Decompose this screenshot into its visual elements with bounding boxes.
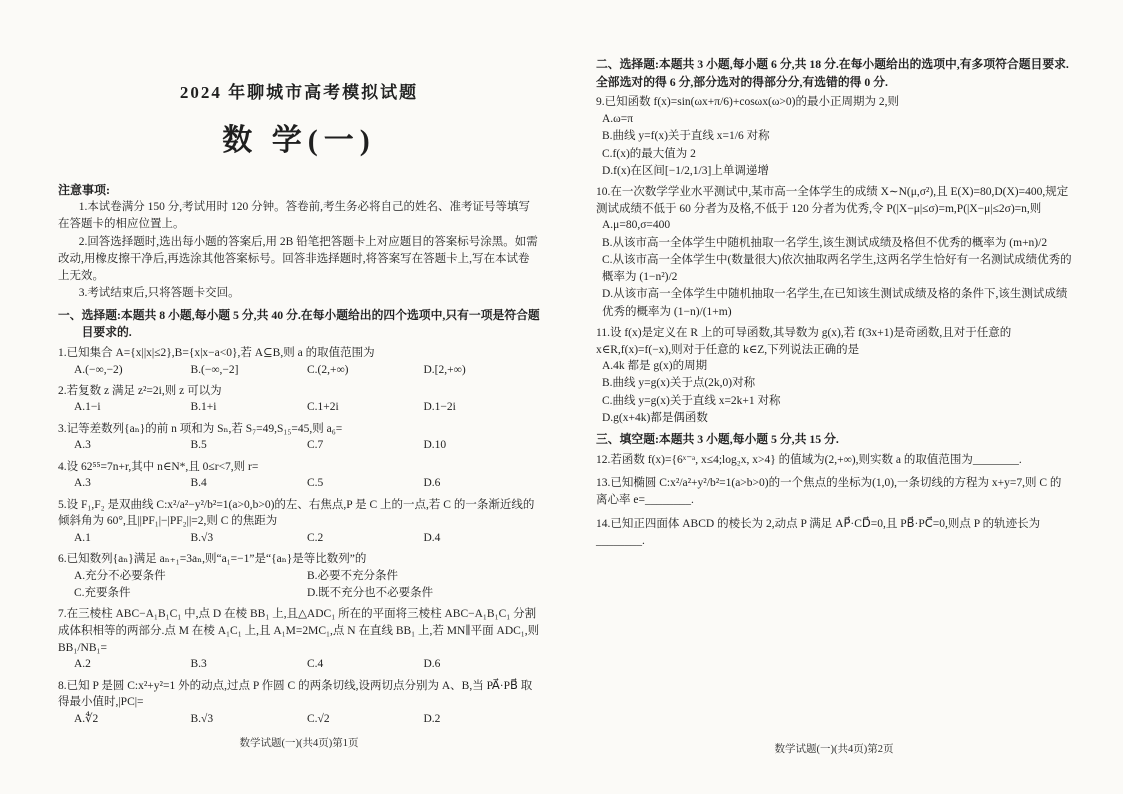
question [58, 421, 540, 455]
option: B.(−∞,−2] [190, 363, 239, 376]
question [58, 678, 540, 729]
option: B.曲线 y=g(x)关于点(2k,0)对称 [602, 377, 756, 390]
options-row [58, 362, 540, 379]
page-2-footer: 数学试题(一)(共4页)第2页 [774, 744, 894, 755]
option: D.10 [423, 439, 447, 452]
option: A.μ=80,σ=400 [602, 219, 671, 232]
question [58, 383, 540, 417]
options-row [58, 530, 540, 547]
option: A.2 [74, 658, 91, 671]
notice-item: 2.回答选择题时,选出每小题的答案后,用 2B 铅笔把答题卡上对应题目的答案标号涂黑。如需改动,用橡皮擦干净后,再选涂其他答案标号。回答非选择题时,将答案写在答题卡上,写在本试卷上无效。 [58, 235, 538, 282]
option: D.既不充分也不必要条件 [307, 587, 434, 600]
question [58, 606, 540, 673]
option: C.曲线 y=g(x)关于直线 x=2k+1 对称 [602, 394, 781, 407]
option: D.从该市高一全体学生中随机抽取一名学生,在已知该生测试成绩及格的条件下,该生测试成绩优秀的概率为 (1−n)/(1+m) [602, 288, 1068, 318]
option: A.∜2 [74, 712, 99, 725]
question-stem: 7.在三棱柱 ABC−A₁B₁C₁ 中,点 D 在棱 BB₁ 上,且△ADC₁ 所在的平面将三棱柱 ABC−A₁B₁C₁ 分割成体积相等的两部分.点 M 在棱 A₁C₁ 上,且 A₁M=2MC₁,点 N 在直线 BB₁ 上,若 MN∥平面 ADC₁,则 BB₁/NB₁= [58, 608, 540, 654]
question [596, 325, 1072, 427]
option: C.(2,+∞) [307, 363, 349, 376]
option: C.1+2i [307, 401, 339, 414]
notice-heading: 注意事项: [58, 183, 110, 197]
option: A.1 [74, 531, 91, 544]
exam-title: 2024 年聊城市高考模拟试题 [179, 83, 419, 102]
question [58, 497, 540, 548]
option: C.4 [307, 658, 324, 671]
option: A.充分不必要条件 [74, 569, 166, 582]
option: B.5 [190, 439, 207, 452]
option: A.(−∞,−2) [74, 363, 123, 376]
question [58, 345, 540, 379]
option: C.7 [307, 439, 324, 452]
question-list-page-2 [596, 94, 1072, 427]
question [596, 184, 1072, 321]
option: C.2 [307, 531, 324, 544]
option: C.5 [307, 477, 324, 490]
question-stem: 4.设 62⁵⁵=7n+r,其中 n∈N*,且 0≤r<7,则 r= [58, 460, 259, 473]
question-stem: 11.设 f(x)是定义在 R 上的可导函数,其导数为 g(x),若 f(3x+1)是奇函数,且对于任意的 x∈R,f(x)=f(−x),则对于任意的 k∈Z,下列说法正确的是 [596, 326, 1012, 356]
option: A.3 [74, 477, 91, 490]
option: B.1+i [190, 401, 217, 414]
question [596, 94, 1072, 180]
option: A.3 [74, 439, 91, 452]
exam-subject-title: 数 学(一) [222, 124, 376, 157]
option: D.1−2i [423, 401, 456, 414]
page-1-content [58, 0, 540, 728]
exam-page-2 [596, 0, 1072, 794]
options-row [58, 399, 540, 416]
question-stem: 6.已知数列{aₙ}满足 aₙ₊₁=3aₙ,则“a₁=−1”是“{aₙ}是等比数列”的 [58, 553, 367, 566]
question-stem: 3.记等差数列{aₙ}的前 n 项和为 Sₙ,若 S₇=49,S₁₅=45,则 a₆= [58, 422, 343, 435]
option: C.f(x)的最大值为 2 [602, 147, 696, 160]
option: D.6 [423, 477, 441, 490]
fill-question: 14.已知正四面体 ABCD 的棱长为 2,动点 P 满足 AP⃗·CD⃗=0,且 PB⃗·PC⃗=0,则点 P 的轨迹长为________. [596, 517, 1041, 547]
section-two-heading: 二、选择题:本题共 3 小题,每小题 6 分,共 18 分.在每小题给出的选项中,有多项符合题目要求.全部选对的得 6 分,部分选对的得部分分,有选错的得 0 分. [596, 57, 1069, 89]
question-stem: 9.已知函数 f(x)=sin(ωx+π/6)+cosωx(ω>0)的最小正周期为 2,则 [596, 96, 899, 109]
fill-question: 13.已知椭圆 C:x²/a²+y²/b²=1(a>b>0)的一个焦点的坐标为(1,0),一条切线的方程为 x+y=7,则 C 的离心率 e=________. [596, 477, 1062, 507]
question-stem: 1.已知集合 A={x||x|≤2},B={x|x−a<0},若 A⊆B,则 a 的取值范围为 [58, 346, 375, 359]
option: B.4 [190, 477, 207, 490]
option: B.√3 [190, 531, 214, 544]
option: D.4 [423, 531, 441, 544]
question-stem: 5.设 F₁,F₂ 是双曲线 C:x²/a²−y²/b²=1(a>0,b>0)的左、右焦点,P 是 C 上的一点,若 C 的一条渐近线的倾斜角为 60°,且||PF₁|−|PF₂||=2,则 C 的焦距为 [58, 498, 535, 528]
option: D.f(x)在区间[−1/2,1/3]上单调递增 [602, 164, 769, 177]
notice-item: 3.考试结束后,只将答题卡交回。 [78, 287, 240, 300]
option: A.1−i [74, 401, 101, 414]
option: C.从该市高一全体学生中(数量很大)依次抽取两名学生,这两名学生恰好有一名测试成绩优秀的概率为 (1−n²)/2 [602, 253, 1072, 284]
section-three-heading: 三、填空题:本题共 3 小题,每小题 5 分,共 15 分. [596, 432, 839, 447]
question-stem: 2.若复数 z 满足 z²=2i,则 z 可以为 [58, 384, 222, 397]
option: B.从该市高一全体学生中随机抽取一名学生,该生测试成绩及格但不优秀的概率为 (m+n)/2 [602, 236, 1048, 249]
fill-question-list [596, 452, 1072, 550]
option: A.ω=π [602, 113, 634, 126]
option: B.曲线 y=f(x)关于直线 x=1/6 对称 [602, 130, 770, 143]
option: C.√2 [307, 712, 330, 725]
options-row [58, 568, 540, 603]
options-row [58, 475, 540, 492]
fill-question: 12.若函数 f(x)={6ˣ⁻ᵃ, x≤4;log₂x, x>4} 的值域为(2,+∞),则实数 a 的取值范围为________. [596, 453, 1022, 466]
page-1-footer: 数学试题(一)(共4页)第1页 [239, 738, 359, 749]
page-2-content [596, 0, 1072, 550]
question-stem: 8.已知 P 是圆 C:x²+y²=1 外的动点,过点 P 作圆 C 的两条切线,设两切点分别为 A、B,当 PA⃗·PB⃗ 取得最小值时,|PC|= [58, 679, 533, 709]
question [58, 459, 540, 493]
option: A.4k 都是 g(x)的周期 [602, 360, 708, 373]
option: D.[2,+∞) [423, 363, 466, 376]
option: D.2 [423, 712, 441, 725]
exam-page-1 [58, 0, 540, 794]
question-stem: 10.在一次数学学业水平测试中,某市高一全体学生的成绩 X∼N(μ,σ²),且 E(X)=80,D(X)=400,规定测试成绩不低于 60 分者为及格,不低于 120 分者为优秀,令 P(|X−μ|≤σ)=m,P(|X−μ|≤2σ)=n,则 [596, 186, 1069, 215]
options-row [58, 437, 540, 454]
option: B.√3 [190, 712, 214, 725]
section-one-heading: 一、选择题:本题共 8 小题,每小题 5 分,共 40 分.在每小题给出的四个选项中,只有一项是符合题目要求的. [58, 307, 540, 340]
notice-item: 1.本试卷满分 150 分,考试用时 120 分钟。答卷前,考生务必将自己的姓名、准考证号等填写在答题卡的相应位置上。 [58, 201, 531, 231]
option: C.充要条件 [74, 587, 131, 600]
options-row [58, 656, 540, 673]
options-row [58, 711, 540, 728]
option: D.g(x+4k)都是偶函数 [602, 411, 708, 424]
notice-list [58, 199, 540, 303]
question-list-page-1 [58, 345, 540, 728]
option: B.3 [190, 658, 207, 671]
option: B.必要不充分条件 [307, 569, 399, 582]
option: D.6 [423, 658, 441, 671]
question [58, 551, 540, 602]
